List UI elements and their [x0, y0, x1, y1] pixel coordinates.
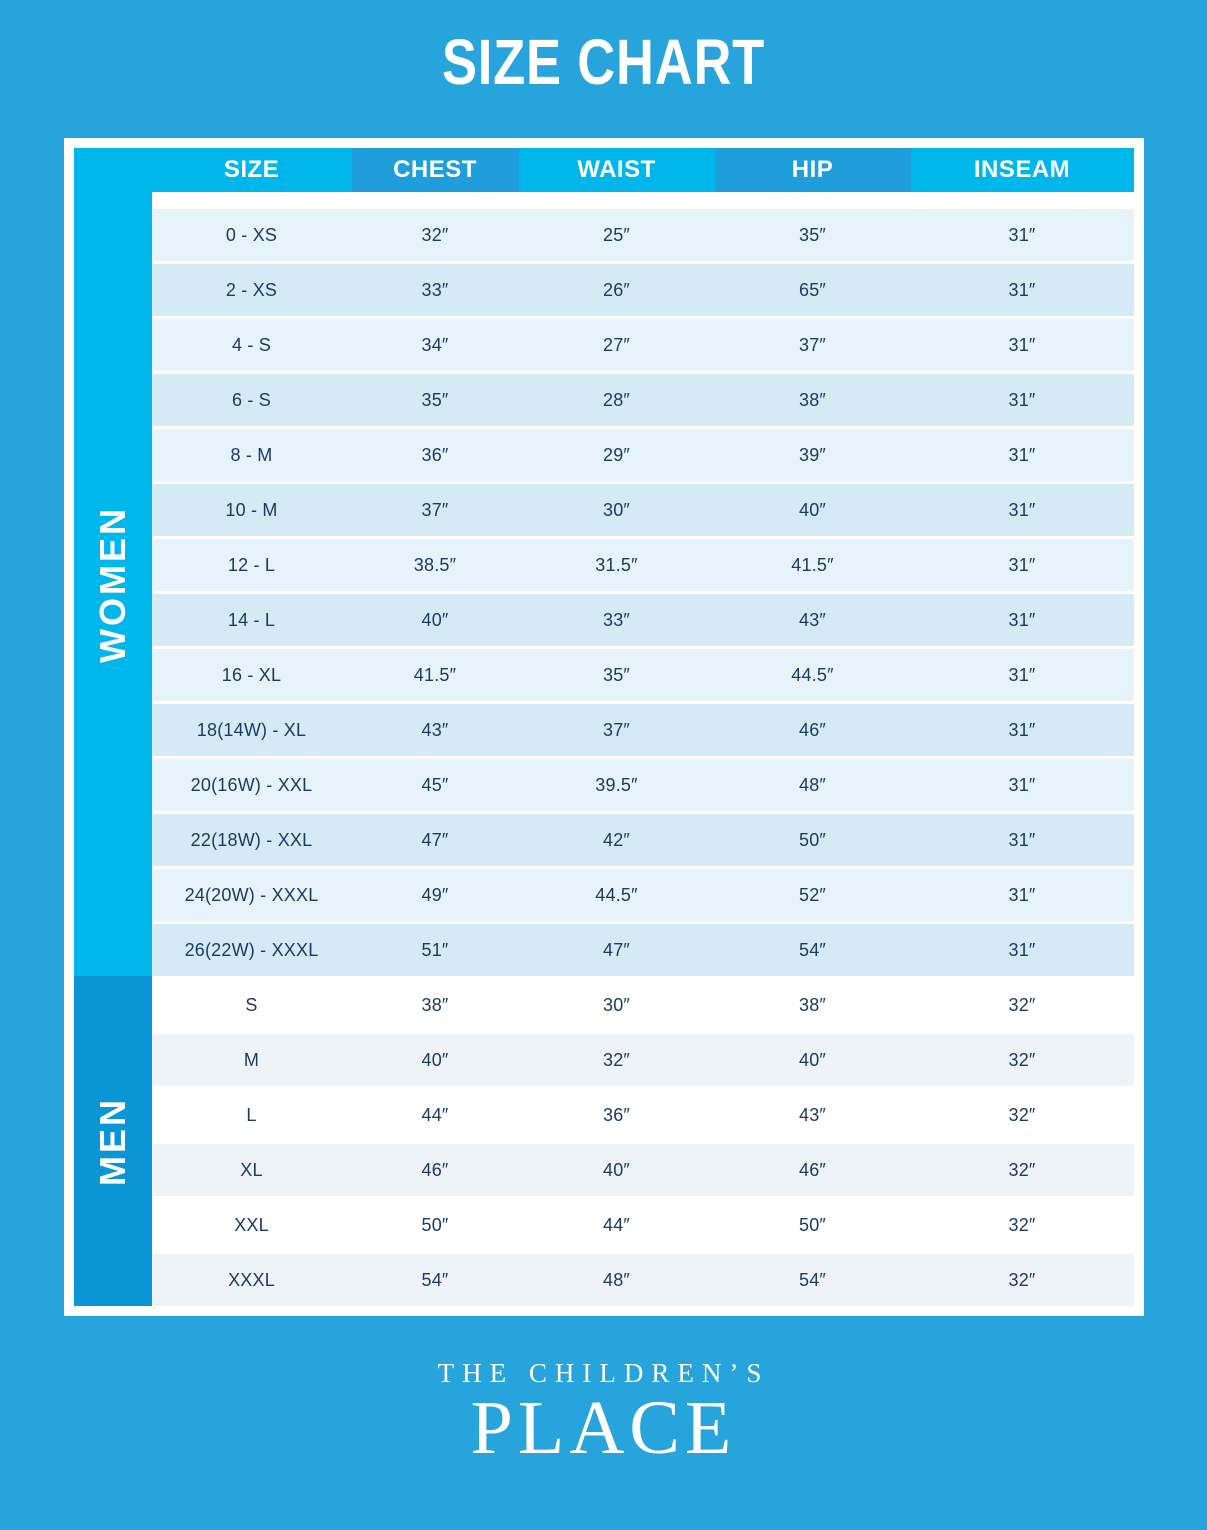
brand-logo — [0, 1358, 1207, 1469]
column-header-inseam: INSEAM — [911, 148, 1134, 192]
chest-cell: 36″ — [352, 426, 519, 481]
table-frame — [64, 138, 1144, 1316]
size-cell: 20(16W) - XXL — [152, 756, 352, 811]
chest-cell: 37″ — [352, 481, 519, 536]
hip-cell: 38″ — [715, 976, 911, 1031]
size-cell: 26(22W) - XXXL — [152, 921, 352, 976]
inseam-cell: 31″ — [911, 371, 1134, 426]
waist-cell: 30″ — [519, 976, 715, 1031]
hip-cell: 41.5″ — [715, 536, 911, 591]
waist-cell: 35″ — [519, 646, 715, 701]
column-header-chest: CHEST — [352, 148, 519, 192]
waist-cell: 33″ — [519, 591, 715, 646]
size-cell: 4 - S — [152, 316, 352, 371]
size-cell: 24(20W) - XXXL — [152, 866, 352, 921]
inseam-cell: 31″ — [911, 921, 1134, 976]
waist-cell: 28″ — [519, 371, 715, 426]
waist-cell: 30″ — [519, 481, 715, 536]
inseam-cell: 32″ — [911, 976, 1134, 1031]
waist-cell: 44″ — [519, 1196, 715, 1251]
chest-cell: 38.5″ — [352, 536, 519, 591]
hip-cell: 37″ — [715, 316, 911, 371]
chest-cell: 41.5″ — [352, 646, 519, 701]
size-table — [74, 148, 1134, 1306]
hip-cell: 38″ — [715, 371, 911, 426]
chest-cell: 51″ — [352, 921, 519, 976]
waist-cell: 44.5″ — [519, 866, 715, 921]
section-label-women-text: WOMEN — [91, 505, 133, 663]
inseam-cell: 31″ — [911, 426, 1134, 481]
inseam-cell: 31″ — [911, 206, 1134, 261]
column-header-size: SIZE — [152, 148, 352, 192]
size-cell: M — [152, 1031, 352, 1086]
brand-name-bottom: PLACE — [470, 1386, 737, 1470]
waist-cell: 39.5″ — [519, 756, 715, 811]
hip-cell: 54″ — [715, 1251, 911, 1306]
waist-cell: 37″ — [519, 701, 715, 756]
hip-cell: 54″ — [715, 921, 911, 976]
inseam-cell: 31″ — [911, 646, 1134, 701]
chest-cell: 38″ — [352, 976, 519, 1031]
size-cell: 14 - L — [152, 591, 352, 646]
waist-cell: 26″ — [519, 261, 715, 316]
waist-cell: 47″ — [519, 921, 715, 976]
size-cell: 8 - M — [152, 426, 352, 481]
size-cell: XXL — [152, 1196, 352, 1251]
waist-cell: 25″ — [519, 206, 715, 261]
size-cell: XXXL — [152, 1251, 352, 1306]
chest-cell: 45″ — [352, 756, 519, 811]
hip-cell: 40″ — [715, 1031, 911, 1086]
size-cell: 2 - XS — [152, 261, 352, 316]
chest-cell: 43″ — [352, 701, 519, 756]
inseam-cell: 32″ — [911, 1141, 1134, 1196]
inseam-cell: 31″ — [911, 756, 1134, 811]
size-cell: L — [152, 1086, 352, 1141]
inseam-cell: 32″ — [911, 1196, 1134, 1251]
inseam-cell: 31″ — [911, 866, 1134, 921]
waist-cell: 40″ — [519, 1141, 715, 1196]
waist-cell: 27″ — [519, 316, 715, 371]
waist-cell: 32″ — [519, 1031, 715, 1086]
waist-cell: 36″ — [519, 1086, 715, 1141]
inseam-cell: 32″ — [911, 1086, 1134, 1141]
chest-cell: 44″ — [352, 1086, 519, 1141]
inseam-cell: 31″ — [911, 316, 1134, 371]
size-cell: 12 - L — [152, 536, 352, 591]
brand-name-top: THE CHILDREN’S — [437, 1358, 770, 1388]
size-cell: S — [152, 976, 352, 1031]
size-chart-poster — [0, 26, 1207, 1470]
hip-cell: 46″ — [715, 1141, 911, 1196]
size-cell: 16 - XL — [152, 646, 352, 701]
column-header-hip: HIP — [715, 148, 911, 192]
inseam-cell: 31″ — [911, 811, 1134, 866]
size-cell: 0 - XS — [152, 206, 352, 261]
section-label-men — [74, 976, 152, 1306]
inseam-cell: 32″ — [911, 1251, 1134, 1306]
inseam-cell: 32″ — [911, 1031, 1134, 1086]
size-cell: XL — [152, 1141, 352, 1196]
inseam-cell: 31″ — [911, 481, 1134, 536]
section-label-women — [74, 192, 152, 976]
waist-cell: 48″ — [519, 1251, 715, 1306]
chest-cell: 34″ — [352, 316, 519, 371]
hip-cell: 65″ — [715, 261, 911, 316]
size-cell: 18(14W) - XL — [152, 701, 352, 756]
hip-cell: 35″ — [715, 206, 911, 261]
chest-cell: 50″ — [352, 1196, 519, 1251]
inseam-cell: 31″ — [911, 701, 1134, 756]
inseam-cell: 31″ — [911, 536, 1134, 591]
hip-cell: 48″ — [715, 756, 911, 811]
page-title: SIZE CHART — [441, 26, 766, 98]
hip-cell: 50″ — [715, 811, 911, 866]
chest-cell: 49″ — [352, 866, 519, 921]
chest-cell: 46″ — [352, 1141, 519, 1196]
chest-cell: 40″ — [352, 591, 519, 646]
size-cell: 10 - M — [152, 481, 352, 536]
header-corner-cell — [74, 148, 152, 192]
size-cell: 22(18W) - XXL — [152, 811, 352, 866]
chest-cell: 32″ — [352, 206, 519, 261]
hip-cell: 39″ — [715, 426, 911, 481]
chest-cell: 33″ — [352, 261, 519, 316]
hip-cell: 44.5″ — [715, 646, 911, 701]
waist-cell: 42″ — [519, 811, 715, 866]
size-cell: 6 - S — [152, 371, 352, 426]
chest-cell: 35″ — [352, 371, 519, 426]
hip-cell: 52″ — [715, 866, 911, 921]
hip-cell: 50″ — [715, 1196, 911, 1251]
inseam-cell: 31″ — [911, 591, 1134, 646]
column-header-waist: WAIST — [519, 148, 715, 192]
hip-cell: 40″ — [715, 481, 911, 536]
chest-cell: 47″ — [352, 811, 519, 866]
chest-cell: 54″ — [352, 1251, 519, 1306]
hip-cell: 43″ — [715, 1086, 911, 1141]
hip-cell: 43″ — [715, 591, 911, 646]
chest-cell: 40″ — [352, 1031, 519, 1086]
waist-cell: 31.5″ — [519, 536, 715, 591]
waist-cell: 29″ — [519, 426, 715, 481]
hip-cell: 46″ — [715, 701, 911, 756]
inseam-cell: 31″ — [911, 261, 1134, 316]
section-label-men-text: MEN — [91, 1096, 133, 1186]
